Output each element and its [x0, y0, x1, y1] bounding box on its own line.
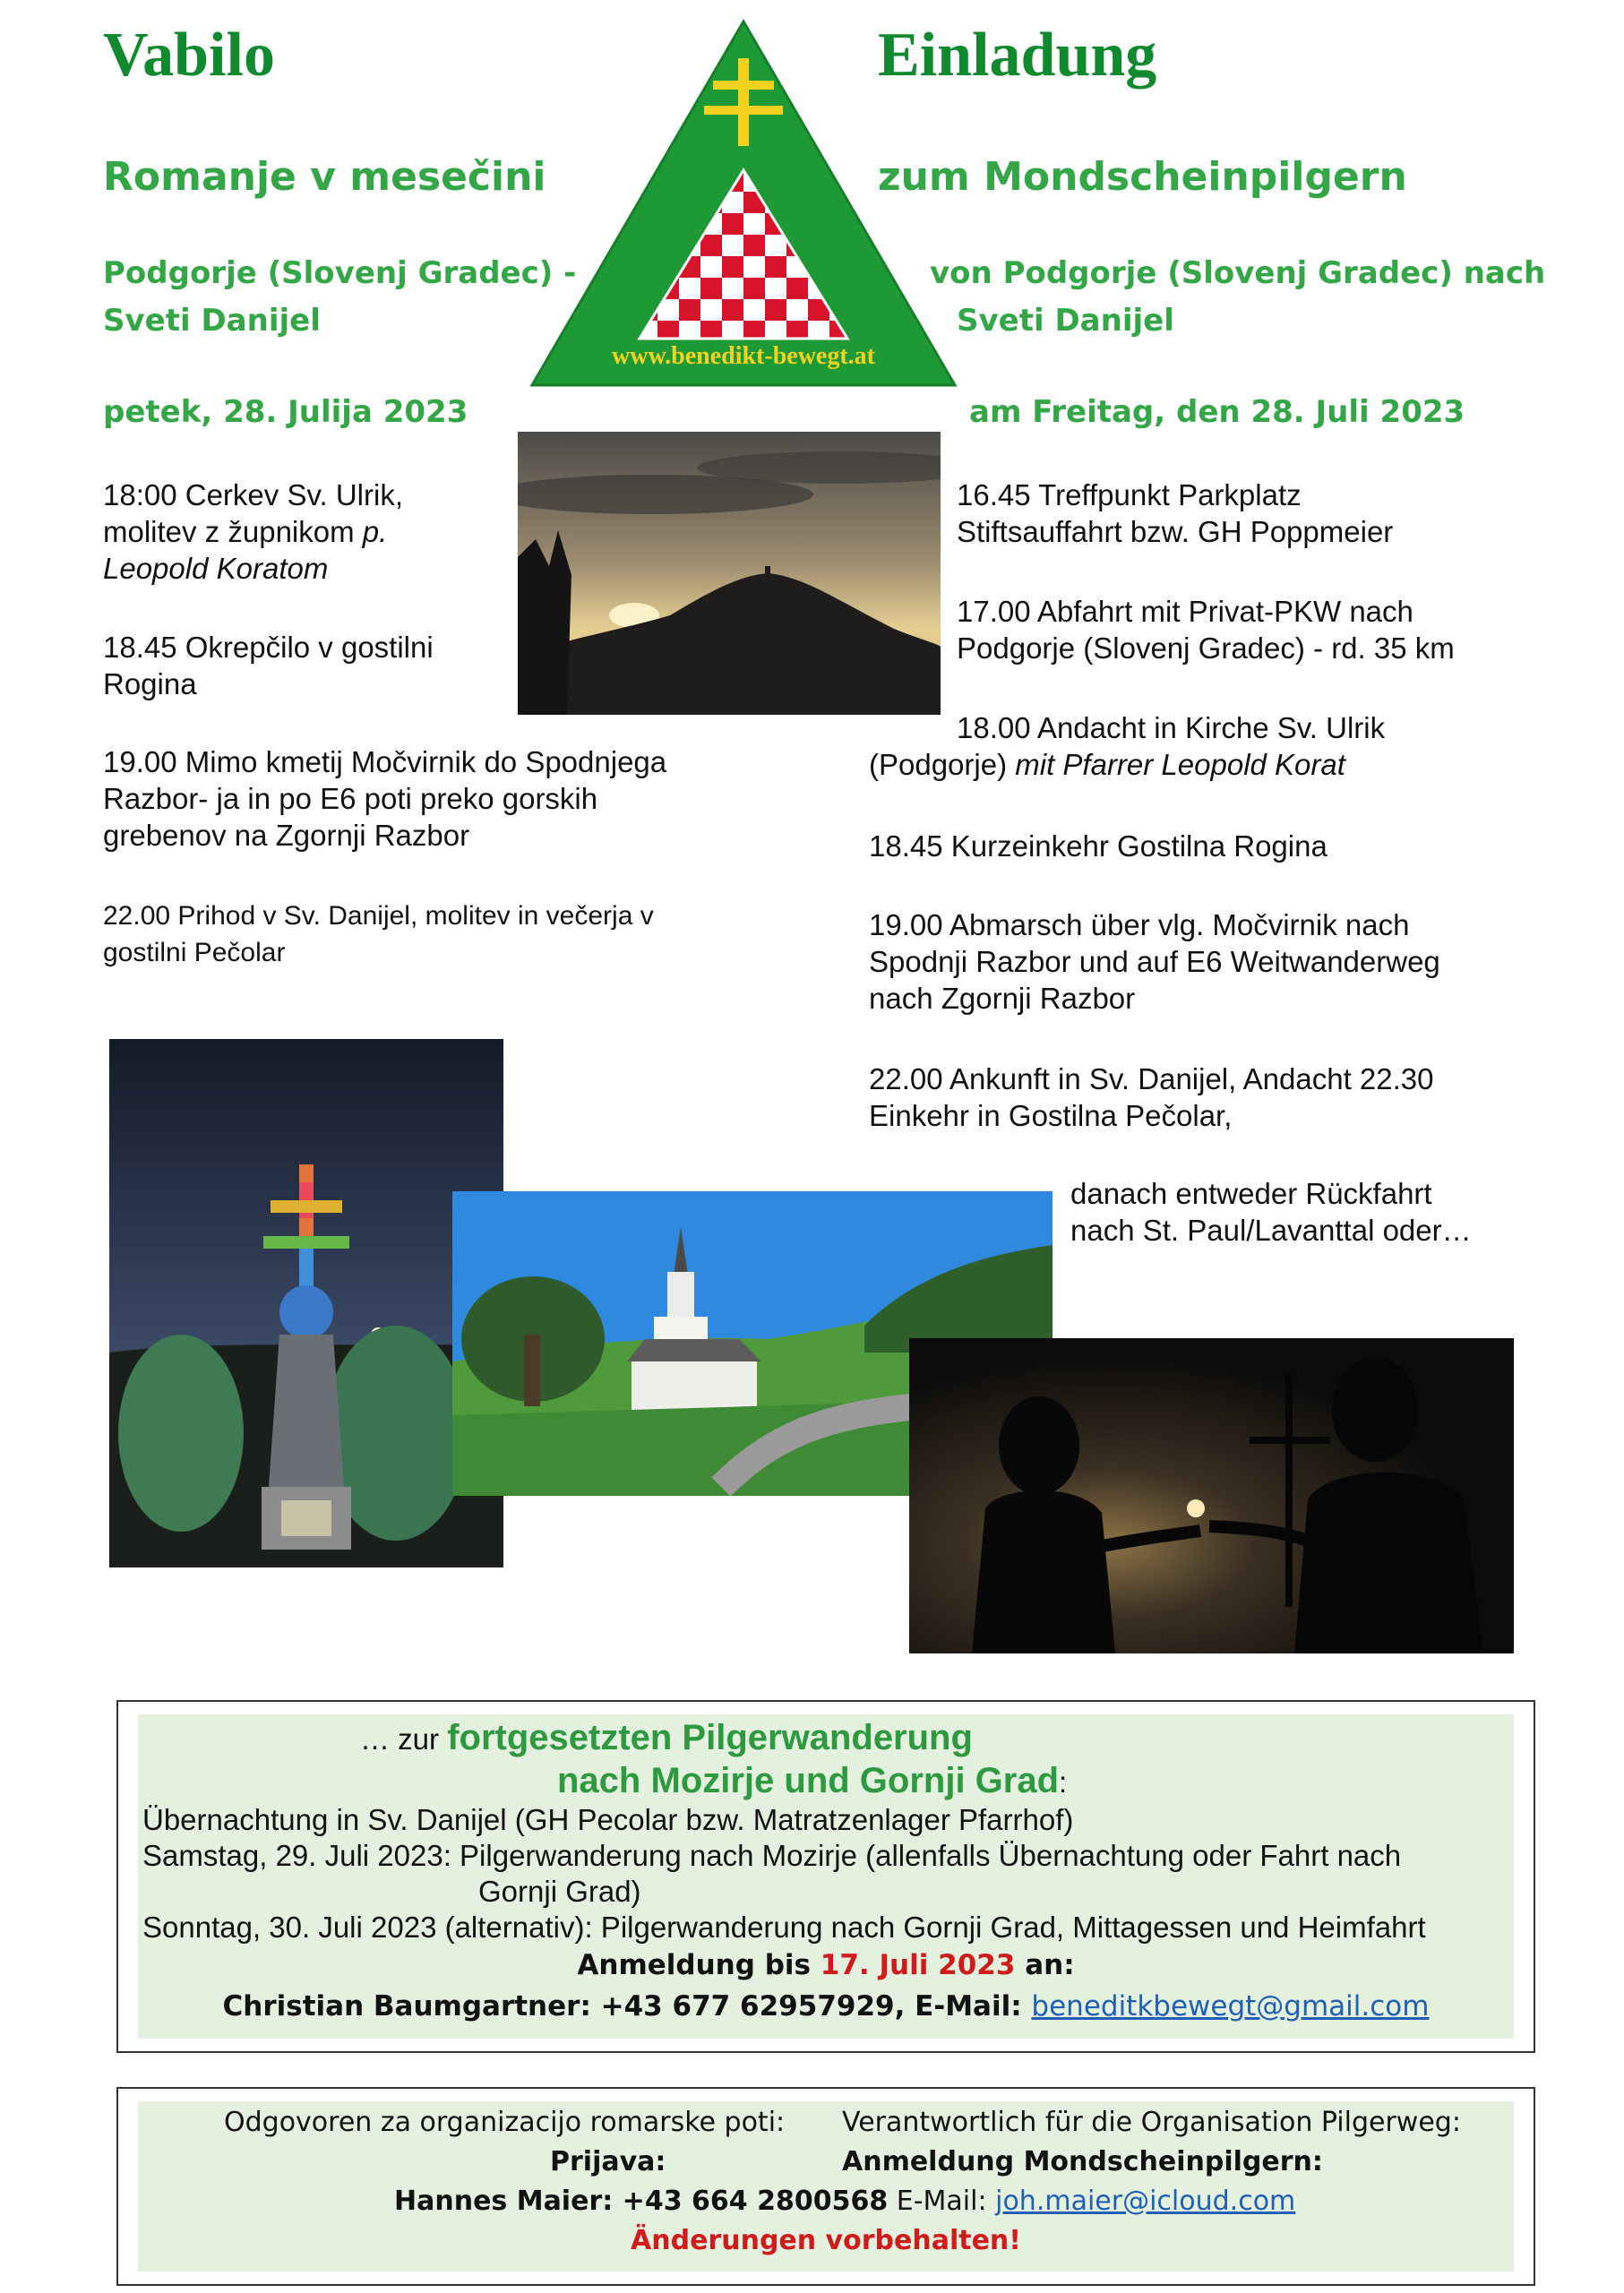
ger-item-1: 16.45 Treffpunkt Parkplatz Stiftsauffahrt bzw. GH Poppmeier — [957, 478, 1394, 548]
ger-responsible-label: Verantwortlich für die Organisation Pilgerweg: — [842, 2107, 1461, 2138]
overnight-line: Übernachtung in Sv. Danijel (GH Pecolar bzw. Matratzenlager Pfarrhof) — [142, 1803, 1074, 1836]
german-route-line2: Sveti Danijel — [957, 303, 1174, 339]
slo-item-4: 22.00 Prihod v Sv. Danijel, molitev in večerja v gostilni Pečolar — [103, 901, 654, 967]
slo-item-1-italic-a: p. — [362, 515, 388, 548]
mountain-sunset-photo — [518, 432, 941, 715]
changes-reserved-note: Änderungen vorbehalten! — [631, 2225, 1021, 2256]
ger-item-6: 22.00 Ankunft in Sv. Danijel, Andacht 22.30 Einkehr in Gostilna Pečolar, — [869, 1062, 1434, 1132]
registration-contact — [118, 1988, 1534, 2024]
moon-silhouettes-photo — [909, 1338, 1514, 1653]
german-title: Einladung — [878, 21, 1157, 90]
german-date: am Freitag, den 28. Juli 2023 — [969, 394, 1465, 430]
organizer-email-link[interactable]: joh.maier@icloud.com — [995, 2186, 1296, 2217]
ger-item-5: 19.00 Abmarsch über vlg. Močvirnik nach Spodnji Razbor und auf E6 Weitwanderweg nach Zgornji Razbor — [869, 908, 1440, 1015]
slovenian-subtitle: Romanje v mesečini — [103, 154, 546, 200]
slo-item-1-italic-b: Leopold Koratom — [103, 552, 329, 585]
slovenian-route-line1: Podgorje (Slovenj Gradec) - — [103, 255, 577, 291]
logo-url: www.benedikt-bewegt.at — [612, 342, 875, 370]
ger-item-3-line2: (Podgorje) — [869, 748, 1016, 781]
german-route-line1: von Podgorje (Slovenj Gradec) nach — [930, 255, 1546, 291]
continued-lead-line2 — [557, 1763, 1067, 1800]
registration-date: 17. Juli 2023 — [820, 1949, 1016, 1981]
benedikt-logo — [528, 18, 958, 387]
registration-prefix: Anmeldung bis — [577, 1949, 821, 1981]
continued-lead-line1 — [360, 1720, 973, 1757]
continued-pilgrimage-box — [116, 1700, 1535, 2053]
organizer-email-label: E-Mail: — [888, 2186, 996, 2217]
continued-lead-green2: nach Mozirje und Gornji Grad — [557, 1761, 1060, 1800]
slovenian-title: Vabilo — [103, 21, 275, 90]
sunday-line: Sonntag, 30. Juli 2023 (alternativ): Pilgerwanderung nach Gornji Grad, Mittagessen und Heimfahrt — [142, 1911, 1426, 1944]
ger-item-2: 17.00 Abfahrt mit Privat-PKW nach Podgorje (Slovenj Gradec) - rd. 35 km — [957, 595, 1455, 665]
continued-lead-colon: : — [1059, 1765, 1068, 1799]
slo-item-3: 19.00 Mimo kmetij Močvirnik do Spodnjega Razbor- ja in po E6 poti preko gorskih grebenov na Zgornji Razbor — [103, 745, 667, 852]
slovenian-route-line2: Sveti Danijel — [103, 303, 321, 339]
continued-lead-prefix: … zur — [360, 1722, 448, 1756]
german-subtitle: zum Mondscheinpilgern — [878, 154, 1407, 200]
organizer-name-phone: Hannes Maier: +43 664 2800568 — [394, 2186, 889, 2217]
continued-lead-green1: fortgesetzten Pilgerwanderung — [447, 1718, 973, 1757]
registration-suffix: an: — [1015, 1949, 1075, 1981]
slo-registration-label: Prijava: — [550, 2146, 666, 2177]
contact-name-phone: Christian Baumgartner: +43 677 62957929, E-Mail: — [222, 1990, 1032, 2022]
ger-item-3-italic: mit Pfarrer Leopold Korat — [1015, 748, 1345, 781]
ger-item-3 — [869, 709, 1585, 783]
organizer-contact — [394, 2186, 1295, 2217]
organization-box — [116, 2087, 1535, 2286]
contact-email-link[interactable]: beneditkbewegt@gmail.com — [1031, 1990, 1430, 2022]
saturday-line-cont: Gornji Grad) — [478, 1875, 641, 1908]
ger-item-3-line1: 18.00 Andacht in Kirche Sv. Ulrik — [957, 711, 1386, 744]
ger-registration-label: Anmeldung Mondscheinpilgern: — [842, 2146, 1323, 2177]
slo-item-2: 18.45 Okrepčilo v gostilni Rogina — [103, 631, 434, 700]
ger-item-4: 18.45 Kurzeinkehr Gostilna Rogina — [869, 829, 1328, 863]
night-cross-photo — [109, 1039, 503, 1567]
ger-item-7: danach entweder Rückfahrt nach St. Paul/Lavanttal oder… — [1070, 1177, 1472, 1247]
registration-deadline — [118, 1947, 1534, 1983]
slo-item-1 — [103, 477, 569, 587]
saturday-line: Samstag, 29. Juli 2023: Pilgerwanderung nach Mozirje (allenfalls Übernachtung oder Fahrt nach — [142, 1839, 1402, 1872]
slovenian-date: petek, 28. Julija 2023 — [103, 394, 468, 430]
slo-item-1-text: 18:00 Cerkev Sv. Ulrik, molitev z župnikom — [103, 478, 403, 548]
slo-responsible-label: Odgovoren za organizacijo romarske poti: — [224, 2107, 786, 2138]
